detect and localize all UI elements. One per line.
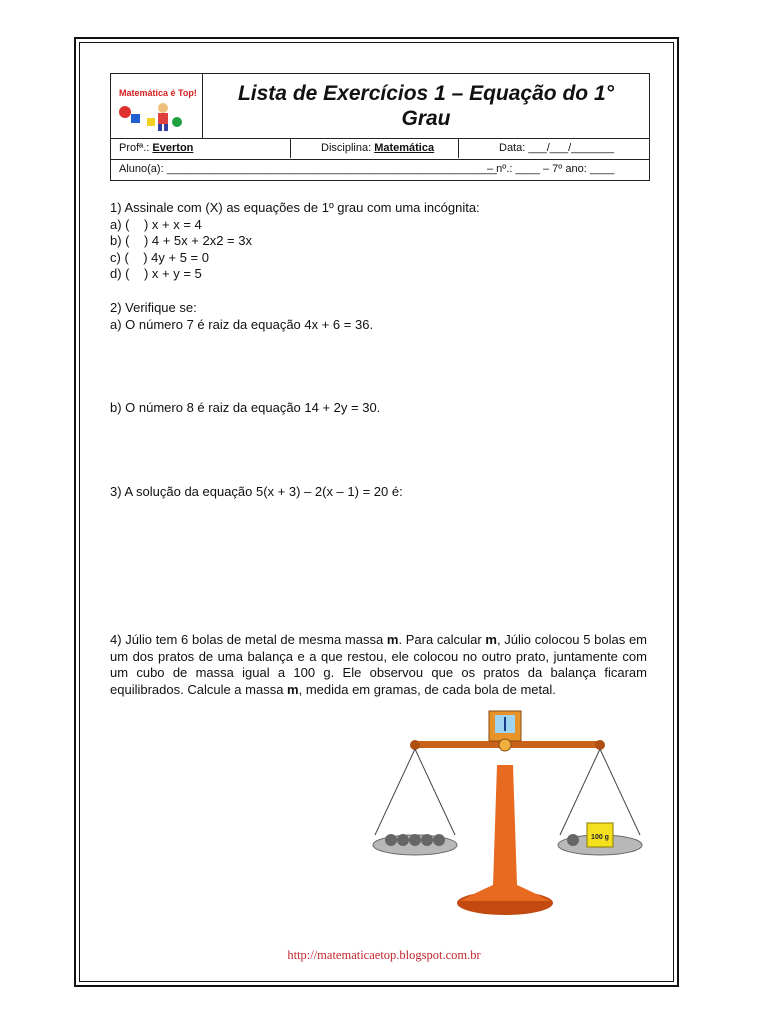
worksheet-title xyxy=(203,74,649,138)
title-line-1: Lista de Exercícios 1 – Equação do 1° xyxy=(237,82,615,105)
q1-prompt: 1) Assinale com (X) as equações de 1º grau com uma incógnita: xyxy=(110,200,480,215)
question-2 xyxy=(110,300,650,333)
q1-option-a[interactable]: a) ( ) x + x = 4 xyxy=(110,216,202,232)
disciplina-label: Disciplina: xyxy=(321,142,375,154)
cube-label: 100 g xyxy=(591,834,609,841)
date-field[interactable]: Data: ___/___/_______ xyxy=(499,142,614,154)
question-1 xyxy=(110,200,650,283)
student-name-field[interactable]: Aluno(a): ______________________________________________________ xyxy=(119,163,498,175)
logo xyxy=(111,74,203,138)
logo-text: Matemática é Top! xyxy=(119,88,197,98)
question-2b xyxy=(110,400,650,417)
q2-item-a: a) O número 7 é raiz da equação 4x + 6 = 36. xyxy=(110,316,374,332)
q1-option-c[interactable]: c) ( ) 4y + 5 = 0 xyxy=(110,249,209,265)
q2-item-b: b) O número 8 é raiz da equação 14 + 2y = 30. xyxy=(110,400,381,415)
logo-image xyxy=(111,74,201,136)
header-row-info xyxy=(111,138,649,158)
footer-url[interactable]: http://matematicaetop.blogspot.com.br xyxy=(287,948,481,962)
disciplina-cell xyxy=(291,139,459,158)
q3-prompt: 3) A solução da equação 5(x + 3) – 2(x – 1) = 20 é: xyxy=(110,484,403,499)
worksheet-header xyxy=(110,73,650,181)
student-number-field[interactable]: – nº.: ____ – 7º ano: ____ xyxy=(487,163,615,175)
q1-option-d[interactable]: d) ( ) x + y = 5 xyxy=(110,266,202,281)
prof-label: Profª.: xyxy=(119,142,153,154)
q4-text: 4) Júlio tem 6 bolas de metal de mesma massa m. Para calcular m, Júlio colocou 5 bolas em um dos pratos de uma balança e a que restou, ele colocou no outro prato, juntamente com um cubo de massa igual a 100 g. Ele observou que os pratos da balança ficaram equilibrados. Calcule a massa m, medida em gramas, de cada bola de metal. xyxy=(110,632,648,697)
q1-option-b[interactable]: b) ( ) 4 + 5x + 2x2 = 3x xyxy=(110,233,252,248)
prof-cell xyxy=(111,139,291,158)
question-4 xyxy=(110,632,647,698)
disciplina-value: Matemática xyxy=(374,142,435,154)
title-line-2: Grau xyxy=(401,107,451,130)
prof-name: Everton xyxy=(152,142,194,154)
balance-scale-illustration xyxy=(365,705,655,920)
q2-prompt: 2) Verifique se: xyxy=(110,300,197,315)
question-3 xyxy=(110,484,650,501)
header-row-student xyxy=(111,159,649,180)
